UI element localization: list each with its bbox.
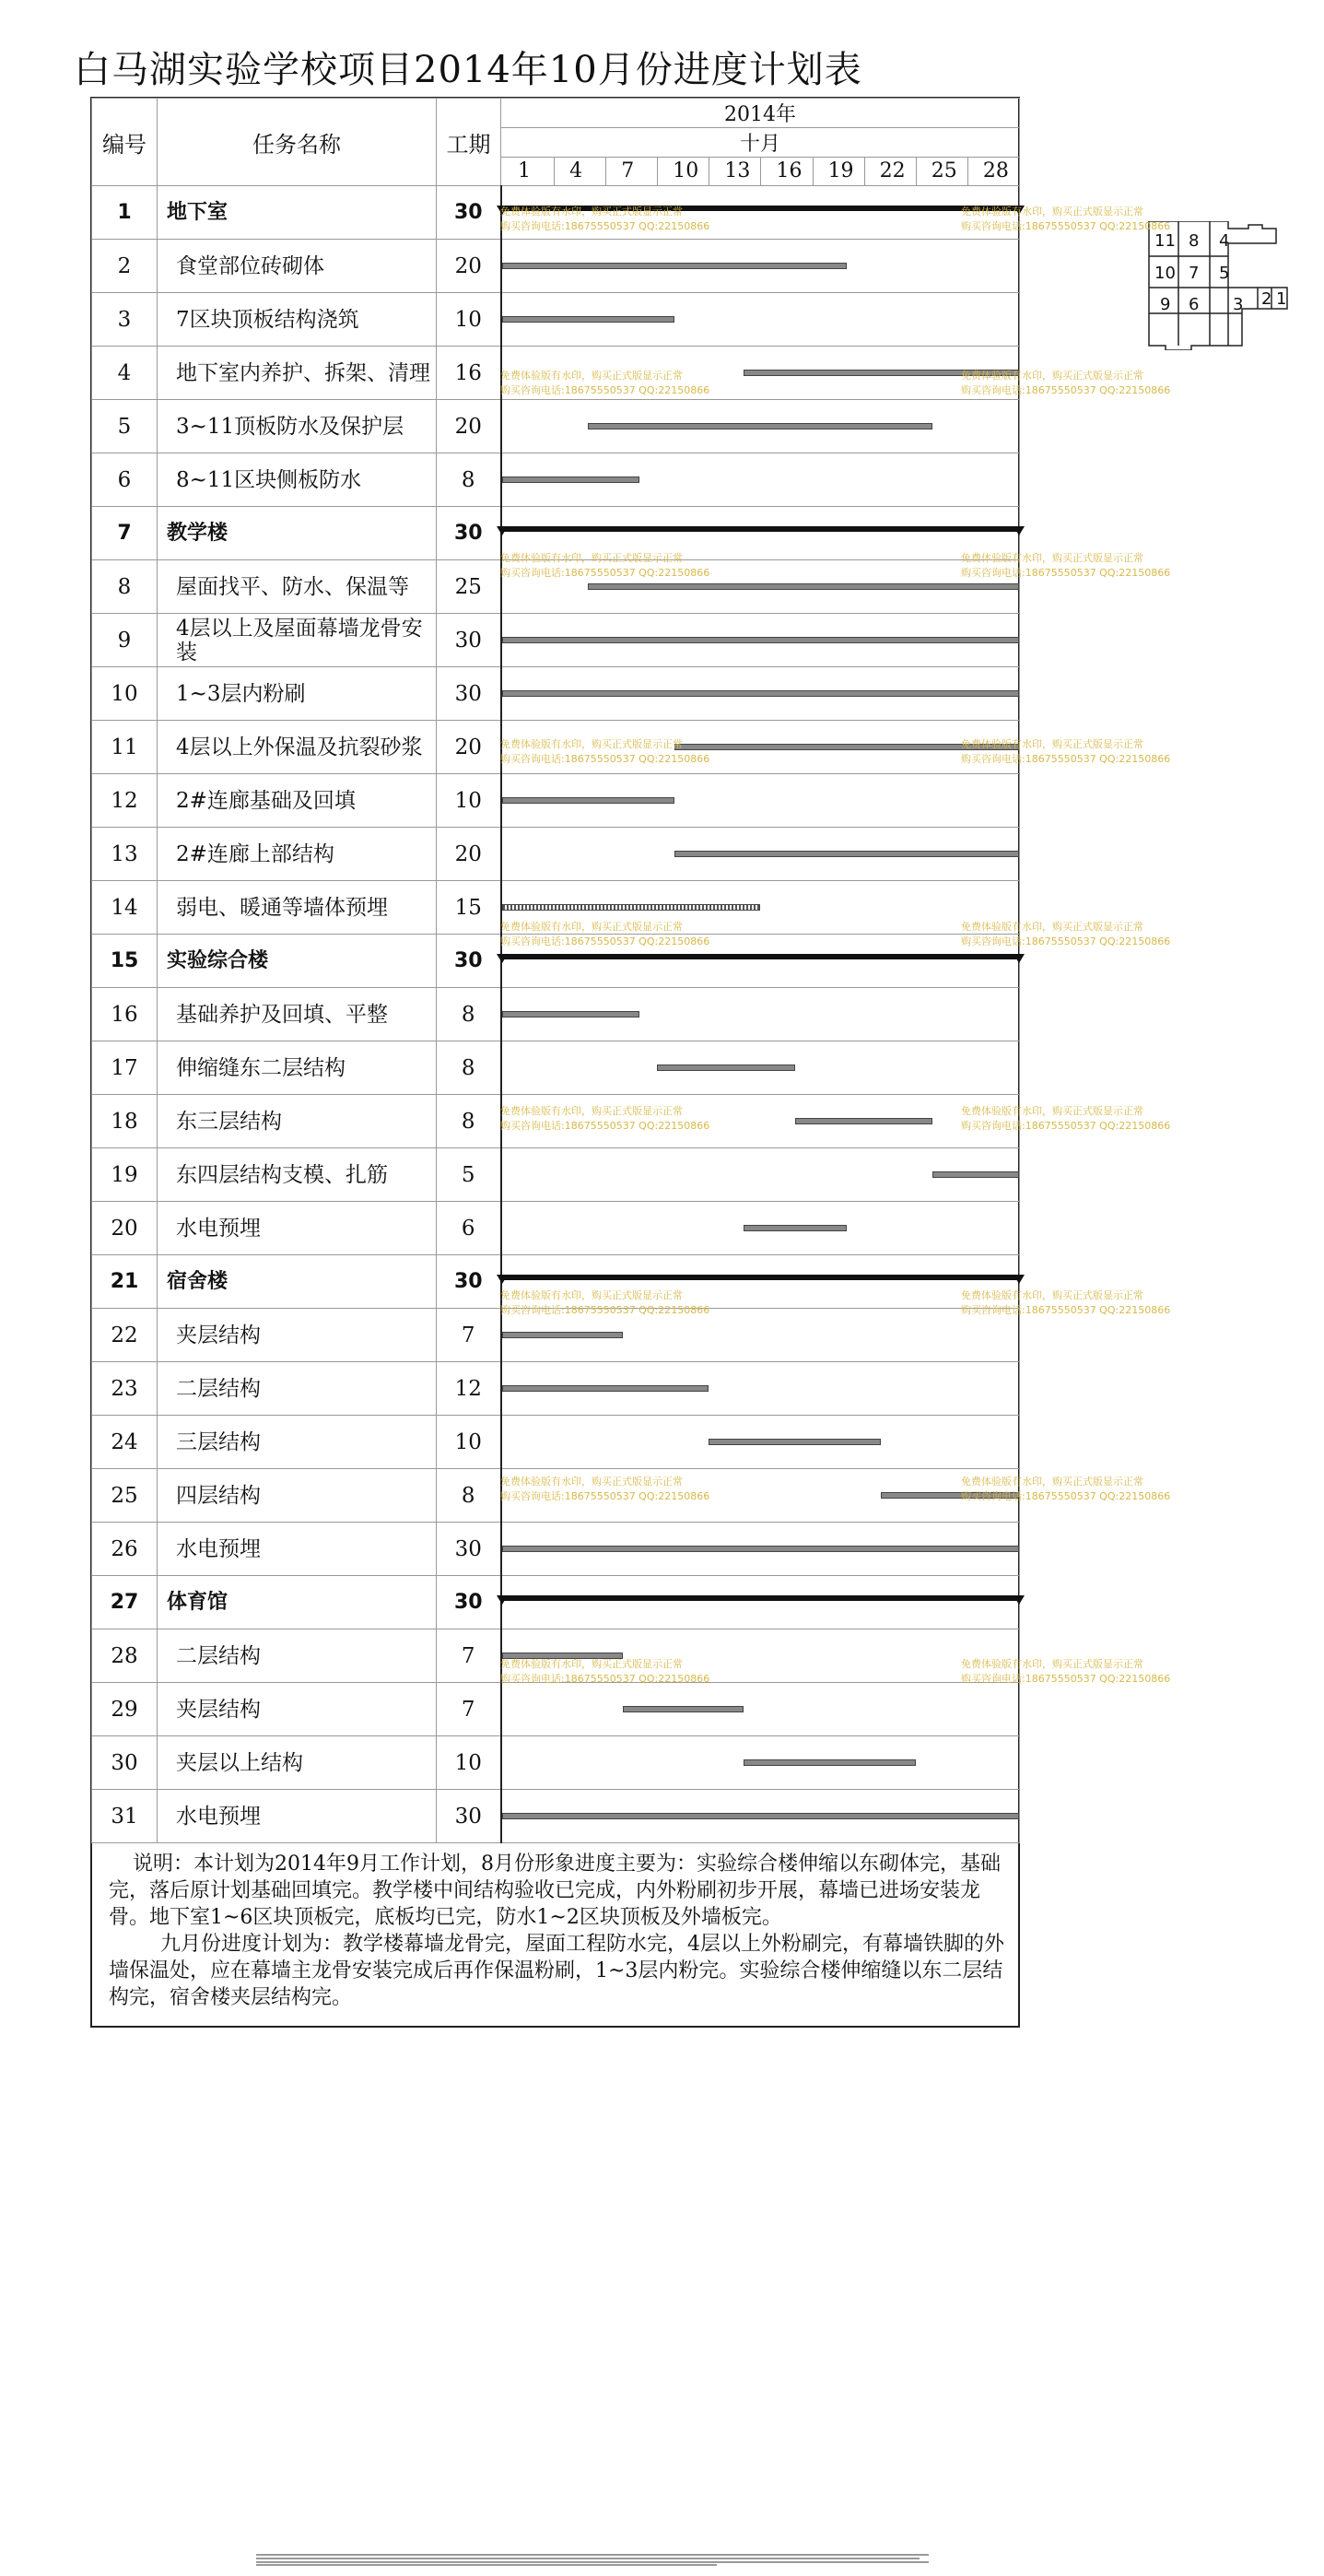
task-duration: 8 [437, 988, 501, 1041]
day-tick-label: 7 [605, 158, 657, 185]
notes-paragraph-1: 说明：本计划为2014年9月工作计划，8月份形象进度主要为：实验综合楼伸缩以东砌体完，基础完，落后原计划基础回填完。教学楼中间结构验收已完成，内外粉刷初步开展，幕墙已进场安装龙骨。地下室1~6区块顶板完，底板均已完，防水1~2区块顶板及外墙板完。 [109, 1853, 1001, 1929]
task-name: 体育馆 [158, 1576, 437, 1629]
timeline-cell [501, 1736, 1020, 1790]
task-duration: 5 [437, 1148, 501, 1202]
task-number: 21 [92, 1255, 158, 1309]
task-row [92, 293, 1020, 347]
task-name: 弱电、暖通等墙体预埋 [158, 881, 437, 935]
task-number: 1 [92, 186, 158, 240]
task-number: 12 [92, 774, 158, 828]
timeline-cell [501, 400, 1020, 453]
task-row [92, 1523, 1020, 1576]
task-number: 23 [92, 1362, 158, 1416]
task-row [92, 240, 1020, 293]
task-number: 28 [92, 1629, 158, 1683]
task-name: 夹层结构 [158, 1309, 437, 1362]
watermark-text [500, 1657, 709, 1687]
task-bar [502, 263, 847, 269]
task-bar [502, 1546, 1020, 1552]
task-number: 18 [92, 1095, 158, 1148]
task-number: 16 [92, 988, 158, 1041]
task-name: 夹层结构 [158, 1683, 437, 1736]
task-row [92, 988, 1020, 1041]
timeline-cell [501, 1148, 1020, 1202]
task-name: 夹层以上结构 [158, 1736, 437, 1790]
timeline-cell [501, 1362, 1020, 1416]
watermark-line-2: 购买咨询电话:18675550537 QQ:22150866 [500, 1490, 710, 1502]
timeline-cell [501, 828, 1020, 881]
task-duration: 16 [437, 347, 501, 400]
key-plan-diagram [1147, 221, 1324, 350]
task-number: 8 [92, 560, 158, 614]
watermark-text [500, 205, 709, 234]
summary-bar [502, 1275, 1020, 1280]
watermark-line-1: 免费体验版有水印，购买正式版显示正常 [961, 921, 1143, 933]
task-duration: 7 [437, 1629, 501, 1683]
task-number: 22 [92, 1309, 158, 1362]
day-tick-label: 13 [709, 158, 760, 185]
task-duration: 7 [437, 1683, 501, 1736]
watermark-line-2: 购买咨询电话:18675550537 QQ:22150866 [961, 935, 1171, 947]
task-bar [502, 316, 674, 323]
watermark-text [961, 1288, 1170, 1318]
task-number: 2 [92, 240, 158, 293]
header-year: 2014年 [501, 99, 1020, 128]
header-duration: 工期 [437, 99, 501, 186]
task-name: 地下室内养护、拆架、清理 [158, 347, 437, 400]
task-row [92, 1362, 1020, 1416]
watermark-text [500, 1475, 709, 1504]
key-plan-cell-5: 5 [1219, 264, 1230, 283]
task-name: 4层以上及屋面幕墙龙骨安装 [158, 614, 437, 667]
watermark-line-1: 免费体验版有水印，购买正式版显示正常 [961, 738, 1143, 750]
timeline-cell [501, 988, 1020, 1041]
timeline-cell [501, 1683, 1020, 1736]
day-tick-label: 16 [760, 158, 812, 185]
task-name: 水电预埋 [158, 1202, 437, 1255]
timeline-cell [501, 774, 1020, 828]
task-name: 二层结构 [158, 1629, 437, 1683]
task-row [92, 1683, 1020, 1736]
timeline-cell [501, 293, 1020, 347]
watermark-line-2: 购买咨询电话:18675550537 QQ:22150866 [961, 1673, 1171, 1685]
task-row [92, 1202, 1020, 1255]
key-plan-cell-6: 6 [1189, 295, 1200, 314]
watermark-line-2: 购买咨询电话:18675550537 QQ:22150866 [961, 753, 1171, 765]
watermark-line-2: 购买咨询电话:18675550537 QQ:22150866 [961, 1304, 1171, 1316]
watermark-line-1: 免费体验版有水印，购买正式版显示正常 [500, 1289, 683, 1301]
timeline-cell [501, 1523, 1020, 1576]
watermark-text [961, 551, 1170, 581]
page-title: 白马湖实验学校项目2014年10月份进度计划表 [74, 49, 862, 91]
task-name: 1~3层内粉刷 [158, 667, 437, 721]
watermark-line-2: 购买咨询电话:18675550537 QQ:22150866 [961, 384, 1171, 396]
summary-bar [502, 954, 1020, 959]
watermark-line-1: 免费体验版有水印，购买正式版显示正常 [500, 1658, 683, 1670]
task-row [92, 667, 1020, 721]
watermark-line-2: 购买咨询电话:18675550537 QQ:22150866 [500, 935, 710, 947]
watermark-text [500, 1288, 709, 1318]
task-duration: 30 [437, 186, 501, 240]
watermark-line-1: 免费体验版有水印，购买正式版显示正常 [961, 1105, 1143, 1117]
task-number: 3 [92, 293, 158, 347]
watermark-text [961, 920, 1170, 949]
task-name: 2#连廊基础及回填 [158, 774, 437, 828]
task-bar [502, 1011, 640, 1017]
task-name: 3~11顶板防水及保护层 [158, 400, 437, 453]
task-bar [502, 904, 761, 911]
task-name: 屋面找平、防水、保温等 [158, 560, 437, 614]
task-number: 13 [92, 828, 158, 881]
task-bar [795, 1118, 933, 1124]
task-duration: 30 [437, 935, 501, 988]
task-bar [588, 423, 932, 429]
task-bar [709, 1439, 881, 1445]
task-number: 11 [92, 721, 158, 774]
task-duration: 30 [437, 667, 501, 721]
key-plan-cell-2: 2 [1261, 289, 1272, 309]
task-duration: 30 [437, 1790, 501, 1843]
timeline-cell [501, 1416, 1020, 1469]
task-row [92, 1416, 1020, 1469]
watermark-line-2: 购买咨询电话:18675550537 QQ:22150866 [500, 567, 710, 579]
day-tick-label: 25 [916, 158, 967, 185]
task-row [92, 774, 1020, 828]
task-number: 20 [92, 1202, 158, 1255]
task-duration: 8 [437, 453, 501, 507]
task-number: 27 [92, 1576, 158, 1629]
watermark-line-2: 购买咨询电话:18675550537 QQ:22150866 [500, 220, 710, 232]
watermark-text [961, 1475, 1170, 1504]
task-bar [932, 1171, 1019, 1178]
watermark-line-1: 免费体验版有水印，购买正式版显示正常 [500, 1476, 683, 1488]
watermark-line-2: 购买咨询电话:18675550537 QQ:22150866 [500, 753, 710, 765]
key-plan-cell-9: 9 [1160, 295, 1171, 314]
watermark-line-1: 免费体验版有水印，购买正式版显示正常 [961, 1476, 1143, 1488]
task-name: 教学楼 [158, 507, 437, 560]
watermark-line-1: 免费体验版有水印，购买正式版显示正常 [961, 370, 1143, 382]
watermark-text [500, 920, 709, 949]
day-scale [501, 158, 1019, 185]
task-number: 17 [92, 1041, 158, 1095]
timeline-cell [501, 1576, 1020, 1629]
watermark-text [961, 1104, 1170, 1134]
task-bar [502, 1385, 709, 1392]
timeline-cell [501, 240, 1020, 293]
day-tick-label: 1 [518, 159, 531, 182]
task-number: 14 [92, 881, 158, 935]
day-tick-label: 4 [554, 158, 605, 185]
task-bar [502, 637, 1020, 643]
timeline-cell [501, 1202, 1020, 1255]
task-duration: 8 [437, 1095, 501, 1148]
task-bar [502, 476, 640, 483]
watermark-line-2: 购买咨询电话:18675550537 QQ:22150866 [500, 1120, 710, 1132]
task-name: 食堂部位砖砌体 [158, 240, 437, 293]
task-bar [502, 1332, 623, 1338]
task-duration: 20 [437, 240, 501, 293]
watermark-text [961, 205, 1170, 234]
task-duration: 10 [437, 293, 501, 347]
task-number: 24 [92, 1416, 158, 1469]
key-plan-cell-4: 4 [1219, 231, 1230, 251]
task-row [92, 614, 1020, 667]
day-tick-label: 10 [657, 158, 709, 185]
watermark-line-2: 购买咨询电话:18675550537 QQ:22150866 [961, 220, 1171, 232]
task-name: 水电预埋 [158, 1523, 437, 1576]
task-bar [502, 1813, 1020, 1819]
watermark-line-1: 免费体验版有水印，购买正式版显示正常 [500, 921, 683, 933]
task-number: 29 [92, 1683, 158, 1736]
watermark-text [500, 551, 709, 581]
task-name: 7区块顶板结构浇筑 [158, 293, 437, 347]
watermark-line-1: 免费体验版有水印，购买正式版显示正常 [961, 552, 1143, 564]
task-name: 4层以上外保温及抗裂砂浆 [158, 721, 437, 774]
notes-section [109, 1851, 1007, 2020]
task-duration: 15 [437, 881, 501, 935]
watermark-line-2: 购买咨询电话:18675550537 QQ:22150866 [961, 567, 1171, 579]
watermark-line-1: 免费体验版有水印，购买正式版显示正常 [500, 206, 683, 218]
task-number: 6 [92, 453, 158, 507]
task-bar [502, 690, 1020, 697]
task-duration: 20 [437, 400, 501, 453]
summary-bar [502, 526, 1020, 532]
header-month: 十月 [501, 128, 1020, 158]
task-number: 15 [92, 935, 158, 988]
day-tick-label: 28 [967, 158, 1019, 185]
task-row [92, 453, 1020, 507]
task-name: 8~11区块侧板防水 [158, 453, 437, 507]
task-name: 东三层结构 [158, 1095, 437, 1148]
timeline-cell [501, 453, 1020, 507]
watermark-text [500, 369, 709, 398]
task-duration: 7 [437, 1309, 501, 1362]
watermark-line-1: 免费体验版有水印，购买正式版显示正常 [500, 738, 683, 750]
watermark-line-2: 购买咨询电话:18675550537 QQ:22150866 [500, 384, 710, 396]
task-bar [657, 1065, 795, 1071]
task-number: 26 [92, 1523, 158, 1576]
watermark-line-2: 购买咨询电话:18675550537 QQ:22150866 [961, 1120, 1171, 1132]
task-number: 5 [92, 400, 158, 453]
task-number: 7 [92, 507, 158, 560]
watermark-text [500, 1104, 709, 1134]
task-bar [588, 583, 1019, 590]
task-number: 19 [92, 1148, 158, 1202]
task-number: 10 [92, 667, 158, 721]
day-tick-label: 22 [864, 158, 916, 185]
task-name: 水电预埋 [158, 1790, 437, 1843]
task-name: 宿舍楼 [158, 1255, 437, 1309]
watermark-line-1: 免费体验版有水印，购买正式版显示正常 [961, 206, 1143, 218]
task-name: 三层结构 [158, 1416, 437, 1469]
key-plan-cell-1: 1 [1276, 289, 1287, 309]
task-row [92, 400, 1020, 453]
task-duration: 10 [437, 774, 501, 828]
task-duration: 25 [437, 560, 501, 614]
task-bar [744, 1759, 916, 1766]
task-row [92, 1736, 1020, 1790]
task-number: 31 [92, 1790, 158, 1843]
task-row [92, 1148, 1020, 1202]
task-number: 25 [92, 1469, 158, 1523]
task-duration: 30 [437, 1576, 501, 1629]
task-duration: 8 [437, 1041, 501, 1095]
task-bar [744, 1225, 847, 1231]
watermark-text [500, 737, 709, 767]
watermark-text [961, 737, 1170, 767]
task-group-row [92, 1576, 1020, 1629]
task-number: 9 [92, 614, 158, 667]
key-plan-cell-11: 11 [1154, 231, 1176, 251]
task-row [92, 828, 1020, 881]
header-task-name: 任务名称 [158, 99, 437, 186]
watermark-line-1: 免费体验版有水印，购买正式版显示正常 [961, 1289, 1143, 1301]
header-no: 编号 [92, 99, 158, 186]
key-plan-cell-3: 3 [1233, 295, 1244, 314]
task-duration: 20 [437, 828, 501, 881]
task-name: 实验综合楼 [158, 935, 437, 988]
timeline-cell [501, 614, 1020, 667]
watermark-line-1: 免费体验版有水印，购买正式版显示正常 [500, 552, 683, 564]
task-duration: 30 [437, 1523, 501, 1576]
task-bar [502, 797, 674, 804]
bottom-rule-lines [256, 2553, 929, 2566]
task-bar [674, 851, 1019, 857]
task-name: 东四层结构支模、扎筋 [158, 1148, 437, 1202]
task-duration: 10 [437, 1416, 501, 1469]
task-duration: 30 [437, 507, 501, 560]
task-row [92, 1041, 1020, 1095]
task-duration: 8 [437, 1469, 501, 1523]
task-duration: 10 [437, 1736, 501, 1790]
watermark-line-1: 免费体验版有水印，购买正式版显示正常 [500, 1105, 683, 1117]
task-name: 地下室 [158, 186, 437, 240]
task-number: 4 [92, 347, 158, 400]
key-plan-cell-8: 8 [1189, 231, 1200, 251]
watermark-line-1: 免费体验版有水印，购买正式版显示正常 [961, 1658, 1143, 1670]
watermark-line-2: 购买咨询电话:18675550537 QQ:22150866 [961, 1490, 1171, 1502]
timeline-cell [501, 1041, 1020, 1095]
task-duration: 30 [437, 1255, 501, 1309]
task-name: 伸缩缝东二层结构 [158, 1041, 437, 1095]
task-name: 二层结构 [158, 1362, 437, 1416]
task-duration: 6 [437, 1202, 501, 1255]
task-bar [623, 1706, 744, 1712]
task-duration: 20 [437, 721, 501, 774]
task-duration: 12 [437, 1362, 501, 1416]
notes-paragraph-2: 九月份进度计划为：教学楼幕墙龙骨完，屋面工程防水完，4层以上外粉刷完，有幕墙铁脚的外墙保温处，应在幕墙主龙骨安装完成后再作保温粉刷，1~3层内粉完。实验综合楼伸缩缝以东二层结构完，宿舍楼夹层结构完。 [109, 1933, 1005, 2009]
watermark-text [961, 369, 1170, 398]
watermark-text [961, 1657, 1170, 1687]
timeline-cell [501, 1790, 1020, 1843]
task-name: 基础养护及回填、平整 [158, 988, 437, 1041]
task-number: 30 [92, 1736, 158, 1790]
watermark-line-2: 购买咨询电话:18675550537 QQ:22150866 [500, 1304, 710, 1316]
summary-bar [502, 1595, 1020, 1601]
timeline-cell [501, 667, 1020, 721]
watermark-line-2: 购买咨询电话:18675550537 QQ:22150866 [500, 1673, 710, 1685]
key-plan-cell-10: 10 [1154, 264, 1176, 283]
day-tick-label: 19 [813, 158, 864, 185]
task-row [92, 1790, 1020, 1843]
gantt-table [91, 98, 1020, 1843]
key-plan-cell-7: 7 [1189, 264, 1200, 283]
task-duration: 30 [437, 614, 501, 667]
task-name: 2#连廊上部结构 [158, 828, 437, 881]
watermark-line-1: 免费体验版有水印，购买正式版显示正常 [500, 370, 683, 382]
task-name: 四层结构 [158, 1469, 437, 1523]
